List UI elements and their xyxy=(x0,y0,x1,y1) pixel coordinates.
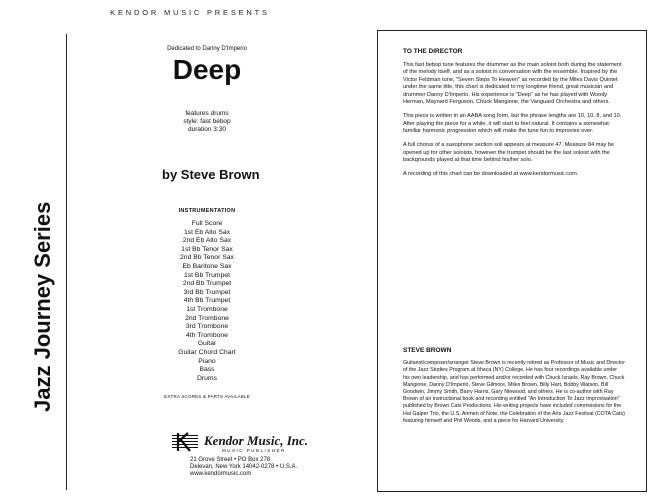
instrument-item: 3rd Trombone xyxy=(185,323,229,331)
instrument-item: 2nd Bb Tenor Sax xyxy=(180,254,234,262)
cover-page xyxy=(12,22,347,488)
publisher-name: Kendor Music, Inc. xyxy=(204,433,309,448)
piece-features xyxy=(152,110,262,134)
instrument-item: 2nd Eb Alto Sax xyxy=(182,237,232,245)
instrument-item: 1st Bb Trumpet xyxy=(183,271,231,279)
composer: by Steve Brown xyxy=(162,167,260,182)
extra-parts-note: EXTRA SCORES & PARTS AVAILABLE xyxy=(164,394,250,399)
bio-heading: STEVE BROWN xyxy=(403,347,452,354)
director-paragraph: A full chorus of a saxophone section soli appears at measure 47. Measure 84 may be opened up for other soloists, however the trumpet should be the last soloist with the backgrounds played at that time behind his/her solo. xyxy=(403,142,615,163)
bio-text: Guitarist/composer/arranger Steve Brown is recently retired as Professor of Music and Director of the Jazz Studies Program at Ithaca (NY) College. He has four recordings available under his own leadership, and has performed and/or recorded with Chuck Israels, Ray Brown, Chuck Mangione, Danny D'Imperio, Steve Gilmore, Miles Brown, Billy Hart, Bobby Watson, Bill Goodwin, Jimmy Smith, Barry Harris, Gary Niewood, and others. He is co-author with Ray Brown of an instructional book and recording entitled "An Introduction To Jazz Improvisation" published by Brown Cats Productions. His writing projects have included commissions for the Hal Galper Trio, the U.S. Airmen of Note, the Celebration of the Arts Jazz Festival (COTA Cats) featuring himself and Phil Woods, and a piece for Harvard University. xyxy=(403,360,625,424)
style-line: style: fast bebop xyxy=(183,118,231,125)
address-line: 21 Grove Street • PO Box 278 xyxy=(190,457,271,463)
instrument-item: 4th Bb Trumpet xyxy=(183,297,231,305)
instrument-item: 2nd Trombone xyxy=(185,314,229,322)
instrument-item: Piano xyxy=(198,357,216,365)
publisher-header: KENDOR MUSIC PRESENTS xyxy=(110,8,270,17)
instrument-item: Eb Baritone Sax xyxy=(182,262,232,270)
kendor-logo-icon xyxy=(172,431,200,453)
instrument-item: 4th Trombone xyxy=(186,331,228,339)
instrument-item: Full Score xyxy=(191,220,223,227)
notes-page xyxy=(377,30,647,492)
instrument-item: 1st Trombone xyxy=(186,305,228,313)
instrument-item: 2nd Bb Trumpet xyxy=(182,280,232,288)
series-title: Jazz Journey Series xyxy=(30,201,55,412)
director-paragraph: A recording of this chart can be downloaded at www.kendormusic.com. xyxy=(403,171,579,177)
director-paragraph: This piece is written in an AABA song form, but the phrase lengths are 10, 10, 8, and 10. After playing the piece for a while, it will start to feel natural. It contains a somewhat familiar harmonic progression which will make the tune fun to improvise over. xyxy=(403,113,622,134)
instrumentation-list xyxy=(152,220,262,383)
instrument-item: Guitar xyxy=(197,340,217,348)
director-notes xyxy=(403,48,625,185)
instrument-item: 1st Bb Tenor Sax xyxy=(181,245,233,253)
instrument-item: Drums xyxy=(196,374,217,382)
instrument-item: 1st Eb Alto Sax xyxy=(183,228,231,236)
instrumentation-heading: INSTRUMENTATION xyxy=(178,208,236,214)
instrument-item: Bass xyxy=(199,366,215,374)
composer-bio xyxy=(403,347,625,432)
instrument-item: Guitar Chord Chart xyxy=(178,348,236,356)
publisher-subtitle: MUSIC PUBLISHER xyxy=(222,448,286,453)
features-line: features drums xyxy=(185,110,229,117)
website-line: www.kendormusic.com xyxy=(190,471,252,477)
address-line: Delevan, New York 14042-0278 • U.S.A. xyxy=(190,464,298,470)
publisher-address xyxy=(190,457,297,478)
director-heading: TO THE DIRECTOR xyxy=(403,48,463,55)
director-paragraph: This fast bebop tune features the drummer as the main soloist both during the statement of the melody itself, and as a soloist in conversation with the ensemble. Inspired by the Victor Feldman tune, "Seven Steps To Heaven" as recorded by the Miles Davis Quintet under the same title, this chart is dedicated to my longtime friend, great musician and drummer Danny D'Imperio. His experience is "Deep" as he has played with Woody Herman, Maynard Ferguson, Chuck Mangione, the Vanguard Orchestra and others. xyxy=(403,61,622,105)
piece-title: Deep xyxy=(172,54,242,85)
dedication: Dedicated to Danny D'Imperio xyxy=(167,46,247,52)
duration-line: duration 3:30 xyxy=(188,126,226,133)
instrument-item: 3rd Bb Trumpet xyxy=(183,288,231,296)
